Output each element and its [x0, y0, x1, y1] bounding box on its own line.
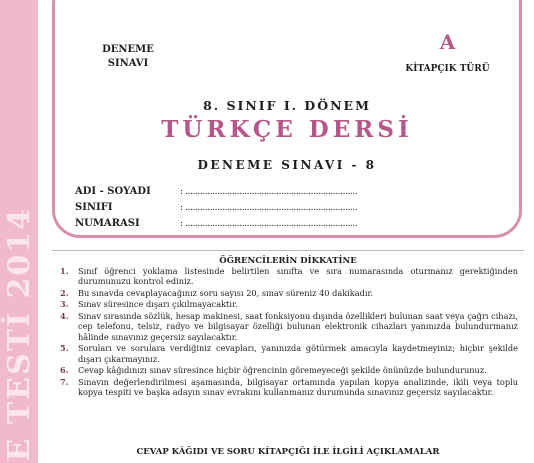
rule-item: [60, 343, 518, 364]
rule-number: 7.: [60, 376, 69, 387]
rule-number: 1.: [60, 266, 69, 276]
rule-item: [60, 266, 518, 287]
grade-title: 8. SINIF I. DÖNEM: [203, 98, 371, 113]
rule-item: [60, 299, 518, 309]
rule-item: [60, 377, 518, 398]
class-field[interactable]: : ......................................................................: [180, 203, 358, 213]
rule-text: Bu sınavda cevaplayacağınız soru sayısı 20, sınav süreniz 40 dakikadır.: [78, 287, 374, 298]
notice-heading: ÖĞRENCİLERİN DİKKATİNE: [219, 256, 357, 266]
section-divider: [52, 250, 524, 251]
rule-number: 5.: [60, 343, 69, 354]
booklet-label: KİTAPÇIK TÜRÜ: [405, 64, 490, 74]
booklet-letter: A: [439, 30, 456, 54]
rule-text: Sınıf öğrenci yoklama listesinde belirtilen sınıfta ve sıra numarasında oturmanız gerektiğinden durumunuzu kontrol ediniz.: [78, 266, 518, 287]
deneme-label-line1: DENEME: [102, 44, 154, 55]
number-field-label: NUMARASI: [75, 218, 140, 229]
class-field-label: SINIFI: [75, 202, 113, 213]
rule-item: [60, 288, 518, 298]
rule-text: Sınav sırasında sözlük, hesap makinesi, saat fonksiyonu dışında özellikleri bulunan saat veya çağrı cihazı, cep telefonu, telsiz, radyo ve bilgisayar özelliği bulunan elektronik cihazları yanınızda bulundurmanız hâlinde sınavınız geçersiz sayılacaktır.: [78, 310, 518, 342]
side-banner: [0, 0, 38, 463]
rule-number: 3.: [60, 299, 69, 310]
rule-text: Cevap kâğıdınızı sınav süresince hiçbir öğrencinin göremeyeceği şekilde önünüzde bulundurunuz.: [78, 365, 487, 376]
number-field[interactable]: : ......................................................................: [180, 219, 358, 229]
rule-text: Sınav süresince dışarı çıkılmayacaktır.: [78, 299, 238, 310]
exam-title: DENEME SINAVI - 8: [197, 158, 377, 172]
name-field[interactable]: : ......................................................................: [180, 187, 358, 197]
rule-number: 2.: [60, 287, 69, 298]
rule-item: [60, 311, 518, 342]
rule-text: Soruları ve sorulara verdiğiniz cevapları, yanınızda götürmek amacıyla kaydetmeyiniz; hiçbir şekilde dışarı çıkarmayınız.: [78, 343, 518, 364]
deneme-label-line2: SINAVI: [107, 58, 149, 69]
rule-number: 4.: [60, 310, 69, 321]
rule-text: Sınavın değerlendirilmesi aşamasında, bilgisayar ortamında yapılan kopya analizinde, ikili veya toplu kopya tespiti ve başka adayın sınav evrakını kullanmanız durumunda sınavınız geçersiz sayılacaktır.: [78, 376, 518, 398]
deneme-label: [80, 43, 176, 71]
footer-heading: CEVAP KÂĞIDI VE SORU KİTAPÇIĞI İLE İLGİLİ AÇIKLAMALAR: [136, 447, 440, 457]
rule-item: [60, 365, 518, 375]
name-field-label: ADI - SOYADI: [75, 186, 151, 197]
subject-title: TÜRKÇE DERSİ: [161, 116, 413, 143]
rule-number: 6.: [60, 365, 69, 376]
side-banner-text: E TESTİ 2014: [2, 206, 37, 461]
rules-list: [60, 266, 518, 399]
